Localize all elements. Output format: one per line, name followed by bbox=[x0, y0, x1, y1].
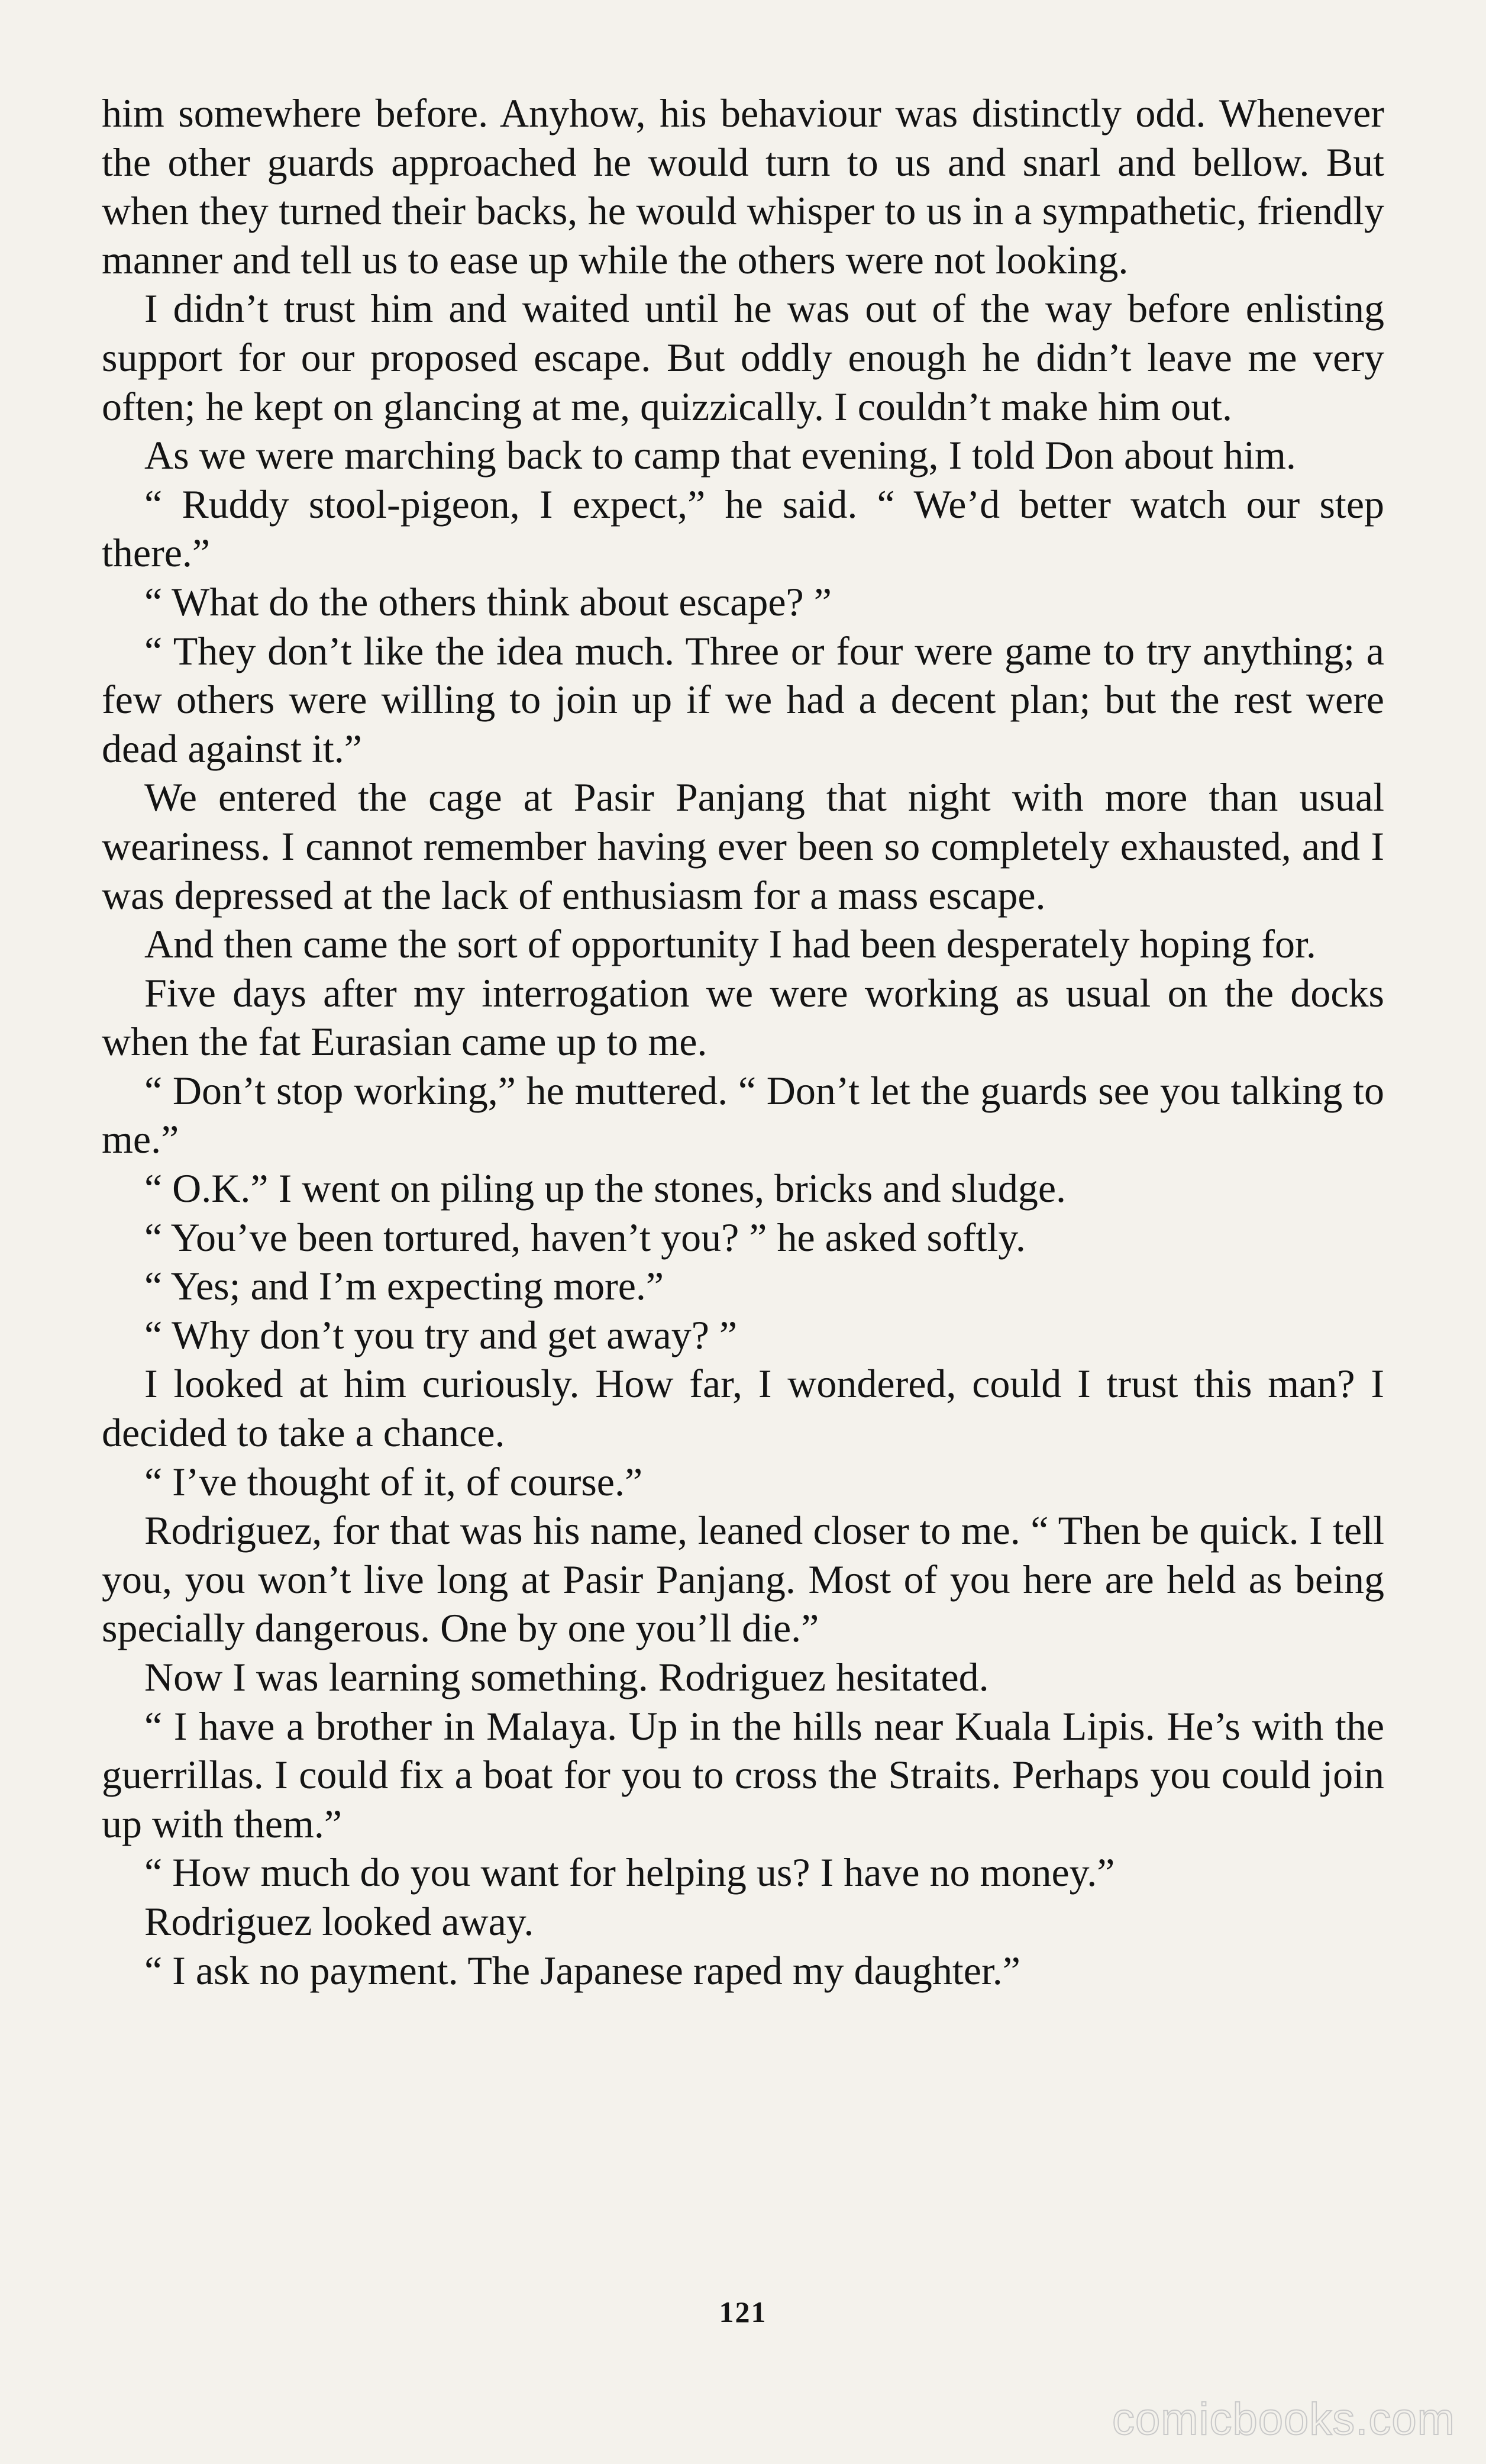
paragraph: “ You’ve been tortured, haven’t you? ” he asked softly. bbox=[144, 1214, 1026, 1260]
paragraph: Now I was learning something. Rodriguez hesitated. bbox=[144, 1655, 989, 1699]
paragraph: Rodriguez looked away. bbox=[144, 1898, 534, 1944]
paragraph: I didn’t trust him and waited until he was out of the way before enlisting support for our proposed escape. But oddly enough he didn’t leave me very often; he kept on glancing at me, quizzically. I couldn’t make him out. bbox=[102, 286, 1384, 429]
paragraph: “ Ruddy stool-pigeon, I expect,” he said. “ We’d better watch our step there.” bbox=[102, 481, 1384, 576]
paragraph: “ I have a brother in Malaya. Up in the hills near Kuala Lipis. He’s with the guerrillas. I could fix a boat for you to cross the Straits. Perhaps you could join up with them.” bbox=[102, 1703, 1384, 1846]
paragraph: “ I ask no payment. The Japanese raped my daughter.” bbox=[144, 1947, 1020, 1993]
page-body bbox=[102, 89, 1384, 1995]
paragraph: As we were marching back to camp that evening, I told Don about him. bbox=[144, 433, 1296, 478]
paragraph: “ I’ve thought of it, of course.” bbox=[144, 1459, 643, 1504]
paragraph: “ What do the others think about escape? ” bbox=[144, 579, 832, 624]
paragraph: “ O.K.” I went on piling up the stones, bricks and sludge. bbox=[144, 1166, 1067, 1211]
paragraph: Five days after my interrogation we were working as usual on the docks when the fat Eurasian came up to me. bbox=[102, 970, 1384, 1065]
paragraph: “ Why don’t you try and get away? ” bbox=[144, 1312, 738, 1357]
paragraph: “ Don’t stop working,” he muttered. “ Don’t let the guards see you talking to me.” bbox=[102, 1067, 1384, 1162]
watermark: comicbooks.com bbox=[1112, 2394, 1455, 2444]
paragraph: Rodriguez, for that was his name, leaned closer to me. “ Then be quick. I tell you, you won’t live long at Pasir Panjang. Most of you here are held as being specially dangerous. One by one you’ll die.” bbox=[102, 1508, 1384, 1651]
paragraph: I looked at him curiously. How far, I wondered, could I trust this man? I decided to take a chance. bbox=[102, 1361, 1384, 1456]
paragraph: We entered the cage at Pasir Panjang that night with more than usual weariness. I cannot remember having ever been so completely exhausted, and I was depressed at the lack of enthusiasm for a mass escape. bbox=[102, 775, 1384, 918]
paragraph: “ Yes; and I’m expecting more.” bbox=[144, 1263, 664, 1309]
page-number: 121 bbox=[719, 2295, 767, 2328]
paragraph: And then came the sort of opportunity I had been desperately hoping for. bbox=[144, 921, 1316, 967]
paragraph: “ They don’t like the idea much. Three or four were game to try anything; a few others were willing to join up if we had a decent plan; but the rest were dead against it.” bbox=[102, 628, 1384, 771]
paragraph: him somewhere before. Anyhow, his behaviour was distinctly odd. Whenever the other guards approached he would turn to us and snarl and bellow. But when they turned their backs, he would whisper to us in a sympathetic, friendly manner and tell us to ease up while the others were not looking. bbox=[102, 91, 1384, 282]
paragraph: “ How much do you want for helping us? I have no money.” bbox=[144, 1850, 1115, 1895]
